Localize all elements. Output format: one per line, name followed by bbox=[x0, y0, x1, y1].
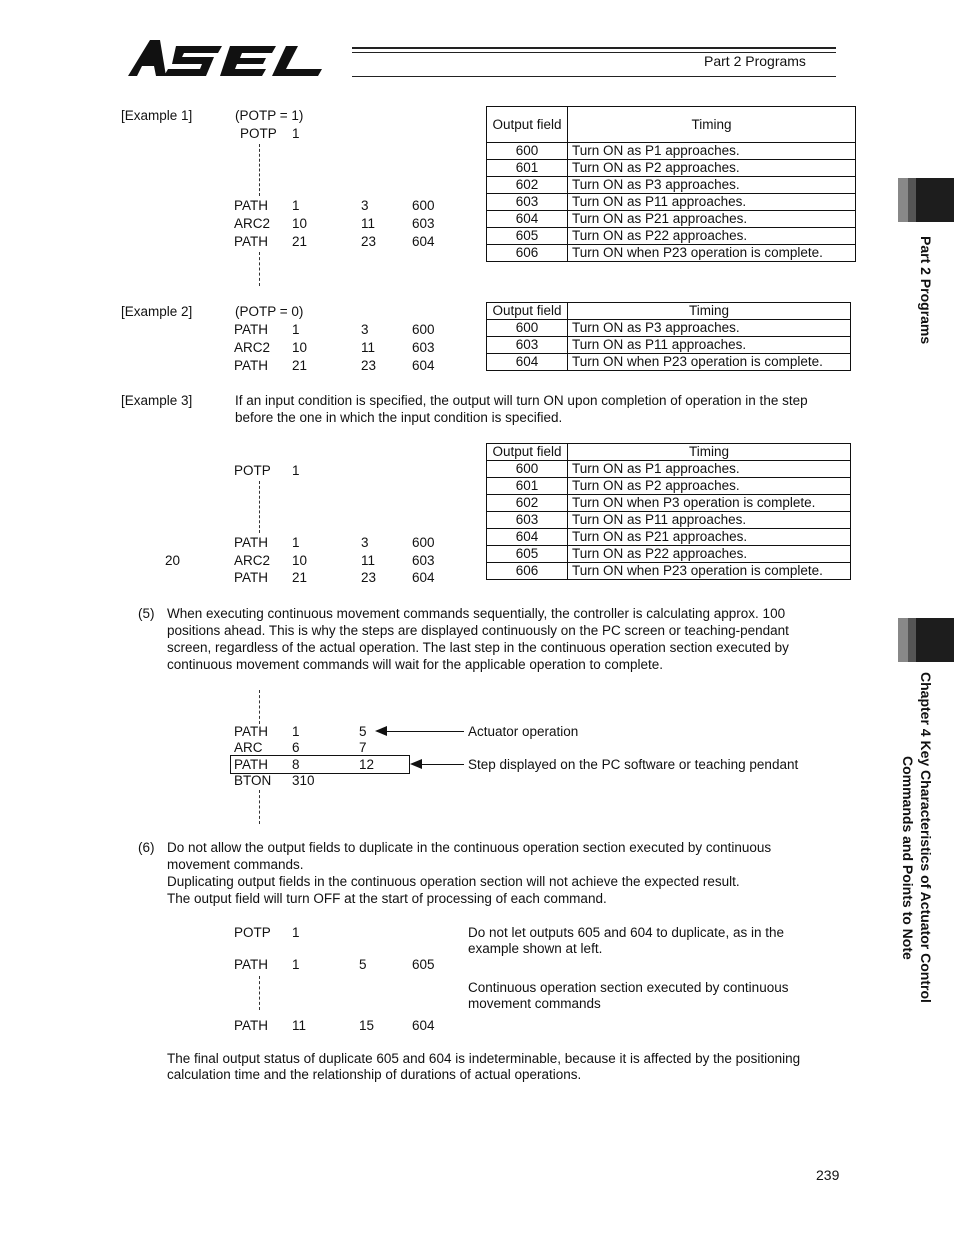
example3-text-line: before the one in which the input condition is specified. bbox=[235, 410, 563, 425]
code-arg: 11 bbox=[361, 216, 376, 231]
code-arg: 3 bbox=[361, 198, 369, 213]
table-cell: Turn ON as P3 approaches. bbox=[568, 177, 856, 194]
header-section: Part 2 Programs bbox=[704, 53, 806, 69]
code-command: BTON bbox=[234, 773, 272, 788]
code-command: PATH bbox=[234, 724, 269, 739]
note5-text-line: continuous movement commands will wait for the applicable operation to complete. bbox=[167, 657, 664, 672]
table-cell: 604 bbox=[487, 211, 568, 228]
code-output: 604 bbox=[412, 570, 435, 585]
continuation-dots bbox=[259, 690, 260, 724]
table-cell: 601 bbox=[487, 478, 568, 495]
code-output: 605 bbox=[412, 957, 435, 972]
table-cell: Turn ON when P23 operation is complete. bbox=[568, 563, 851, 580]
table-cell: 601 bbox=[487, 160, 568, 177]
code-command: ARC2 bbox=[234, 553, 271, 568]
code-command: PATH bbox=[234, 1018, 269, 1033]
table-cell: 600 bbox=[487, 143, 568, 160]
side-part-label: Part 2 Programs bbox=[918, 236, 934, 345]
table-cell: Turn ON as P1 approaches. bbox=[568, 461, 851, 478]
code-command: ARC bbox=[234, 740, 263, 755]
actuator-operation-label: Actuator operation bbox=[468, 724, 579, 739]
table-cell: 602 bbox=[487, 177, 568, 194]
code-arg: 7 bbox=[359, 740, 367, 755]
code-command: PATH bbox=[234, 957, 269, 972]
example1-label: [Example 1] bbox=[121, 108, 193, 123]
note6-side-text: movement commands bbox=[468, 996, 601, 1011]
continuation-dots bbox=[259, 976, 260, 1010]
table-header: Output field bbox=[487, 303, 568, 320]
code-arg: 21 bbox=[292, 570, 308, 585]
code-arg: 21 bbox=[292, 234, 308, 249]
code-command: PATH bbox=[234, 535, 269, 550]
example3-label: [Example 3] bbox=[121, 393, 193, 408]
input-condition: 20 bbox=[165, 553, 181, 568]
code-arg: 5 bbox=[359, 957, 367, 972]
page-number: 239 bbox=[816, 1167, 840, 1183]
table-cell: Turn ON as P21 approaches. bbox=[568, 211, 856, 228]
code-command: ARC2 bbox=[234, 216, 271, 231]
note5-text-line: When executing continuous movement commands sequentially, the controller is calculating approx. 100 bbox=[167, 606, 786, 621]
code-arg: 11 bbox=[361, 340, 376, 355]
table-cell: 603 bbox=[487, 194, 568, 211]
code-arg: 21 bbox=[292, 358, 308, 373]
table-cell: 600 bbox=[487, 461, 568, 478]
table-cell: Turn ON as P1 approaches. bbox=[568, 143, 856, 160]
code-command: PATH bbox=[234, 322, 269, 337]
table-cell: 600 bbox=[487, 320, 568, 337]
table-cell: Turn ON as P21 approaches. bbox=[568, 529, 851, 546]
code-arg: 3 bbox=[361, 322, 369, 337]
code-arg: 23 bbox=[361, 358, 377, 373]
code-arg: 1 bbox=[292, 724, 300, 739]
note5-number: (5) bbox=[138, 606, 155, 621]
table-cell: 605 bbox=[487, 546, 568, 563]
table-header: Output field bbox=[487, 444, 568, 461]
table-cell: Turn ON as P11 approaches. bbox=[568, 512, 851, 529]
code-output: 600 bbox=[412, 535, 435, 550]
note6-side-text: Do not let outputs 605 and 604 to duplicate, as in the bbox=[468, 925, 784, 940]
code-arg: 23 bbox=[361, 234, 377, 249]
code-output: 600 bbox=[412, 198, 435, 213]
example2-label: [Example 2] bbox=[121, 304, 193, 319]
table-cell: Turn ON as P3 approaches. bbox=[568, 320, 851, 337]
code-arg: 3 bbox=[361, 535, 369, 550]
table-cell: 606 bbox=[487, 563, 568, 580]
table-cell: Turn ON as P22 approaches. bbox=[568, 228, 856, 245]
continuation-dots bbox=[259, 144, 260, 196]
example3-output-table bbox=[486, 443, 851, 580]
table-cell: 603 bbox=[487, 337, 568, 354]
step-displayed-label: Step displayed on the PC software or teaching pendant bbox=[468, 757, 799, 772]
code-output: 603 bbox=[412, 340, 435, 355]
code-arg: 10 bbox=[292, 340, 308, 355]
code-output: 604 bbox=[412, 1018, 435, 1033]
code-command: POTP bbox=[234, 463, 271, 478]
code-arg: 15 bbox=[359, 1018, 375, 1033]
code-arg: 11 bbox=[292, 1018, 307, 1033]
table-cell: 606 bbox=[487, 245, 568, 262]
continuation-dots bbox=[259, 481, 260, 533]
table-cell: Turn ON as P2 approaches. bbox=[568, 478, 851, 495]
code-command: PATH bbox=[234, 198, 269, 213]
continuation-dots bbox=[259, 252, 260, 286]
table-cell: Turn ON when P23 operation is complete. bbox=[568, 245, 856, 262]
example1-output-table bbox=[486, 106, 856, 262]
note6-side-text: Continuous operation section executed by continuous bbox=[468, 980, 789, 995]
side-chapter-label-2: Commands and Points to Note bbox=[900, 756, 916, 960]
code-arg: 5 bbox=[359, 724, 367, 739]
part-tab bbox=[898, 178, 954, 222]
code-output: 604 bbox=[412, 234, 435, 249]
header-rule bbox=[352, 47, 836, 49]
code-arg: 23 bbox=[361, 570, 377, 585]
code-arg: 8 bbox=[292, 757, 300, 772]
code-command: PATH bbox=[234, 570, 269, 585]
table-header: Timing bbox=[568, 303, 851, 320]
table-header: Output field bbox=[487, 107, 568, 143]
code-arg: 12 bbox=[359, 757, 375, 772]
code-command: POTP bbox=[240, 126, 277, 141]
table-cell: Turn ON as P11 approaches. bbox=[568, 337, 851, 354]
header-rule bbox=[352, 76, 836, 77]
table-cell: Turn ON when P23 operation is complete. bbox=[568, 354, 851, 371]
code-arg: 1 bbox=[292, 126, 300, 141]
code-command: PATH bbox=[234, 358, 269, 373]
side-chapter-label-1: Chapter 4 Key Characteristics of Actuator Control bbox=[918, 672, 934, 1003]
continuation-dots bbox=[259, 790, 260, 824]
code-output: 603 bbox=[412, 216, 435, 231]
table-cell: Turn ON as P22 approaches. bbox=[568, 546, 851, 563]
table-cell: Turn ON as P11 approaches. bbox=[568, 194, 856, 211]
table-cell: 603 bbox=[487, 512, 568, 529]
code-arg: 10 bbox=[292, 553, 308, 568]
example3-text-line: If an input condition is specified, the output will turn ON upon completion of operation in the step bbox=[235, 393, 808, 408]
code-output: 604 bbox=[412, 358, 435, 373]
table-cell: 604 bbox=[487, 529, 568, 546]
table-header: Timing bbox=[568, 107, 856, 143]
code-command: POTP bbox=[234, 925, 271, 940]
chapter-tab bbox=[898, 618, 954, 662]
table-cell: Turn ON as P2 approaches. bbox=[568, 160, 856, 177]
code-command: ARC2 bbox=[234, 340, 271, 355]
note6-side-text: example shown at left. bbox=[468, 941, 603, 956]
example2-setting: (POTP = 0) bbox=[235, 304, 304, 319]
code-arg: 1 bbox=[292, 198, 300, 213]
table-cell: 605 bbox=[487, 228, 568, 245]
note6-final-line: calculation time and the relationship of durations of actual operations. bbox=[167, 1067, 582, 1082]
code-arg: 6 bbox=[292, 740, 300, 755]
asel-logo bbox=[126, 36, 356, 82]
note6-final-line: The final output status of duplicate 605 and 604 is indeterminable, because it is affected by the positioning bbox=[167, 1051, 801, 1066]
table-cell: 604 bbox=[487, 354, 568, 371]
note6-text-line: Duplicating output fields in the continuous operation section will not achieve the expected result. bbox=[167, 874, 740, 889]
code-arg: 1 bbox=[292, 957, 300, 972]
note5-text-line: screen, regardless of the actual operation. The last step in the continuous operation section executed by bbox=[167, 640, 789, 655]
note6-text-line: movement commands. bbox=[167, 857, 304, 872]
note6-text-line: Do not allow the output fields to duplicate in the continuous operation section executed by continuous bbox=[167, 840, 772, 855]
table-header: Timing bbox=[568, 444, 851, 461]
code-arg: 10 bbox=[292, 216, 308, 231]
code-command: PATH bbox=[234, 757, 269, 772]
note5-text-line: positions ahead. This is why the steps are displayed continuously on the PC screen or teaching-pendant bbox=[167, 623, 789, 638]
example1-setting: (POTP = 1) bbox=[235, 108, 304, 123]
table-cell: 602 bbox=[487, 495, 568, 512]
code-output: 603 bbox=[412, 553, 435, 568]
code-arg: 11 bbox=[361, 553, 376, 568]
arrow-line bbox=[386, 731, 464, 732]
note6-text-line: The output field will turn OFF at the start of processing of each command. bbox=[167, 891, 607, 906]
code-command: PATH bbox=[234, 234, 269, 249]
arrow-line bbox=[421, 764, 464, 765]
code-output: 600 bbox=[412, 322, 435, 337]
code-arg: 1 bbox=[292, 322, 300, 337]
code-arg: 1 bbox=[292, 535, 300, 550]
code-arg: 310 bbox=[292, 773, 315, 788]
code-arg: 1 bbox=[292, 463, 300, 478]
table-cell: Turn ON when P3 operation is complete. bbox=[568, 495, 851, 512]
example2-output-table bbox=[486, 302, 851, 371]
note6-number: (6) bbox=[138, 840, 155, 855]
code-arg: 1 bbox=[292, 925, 300, 940]
